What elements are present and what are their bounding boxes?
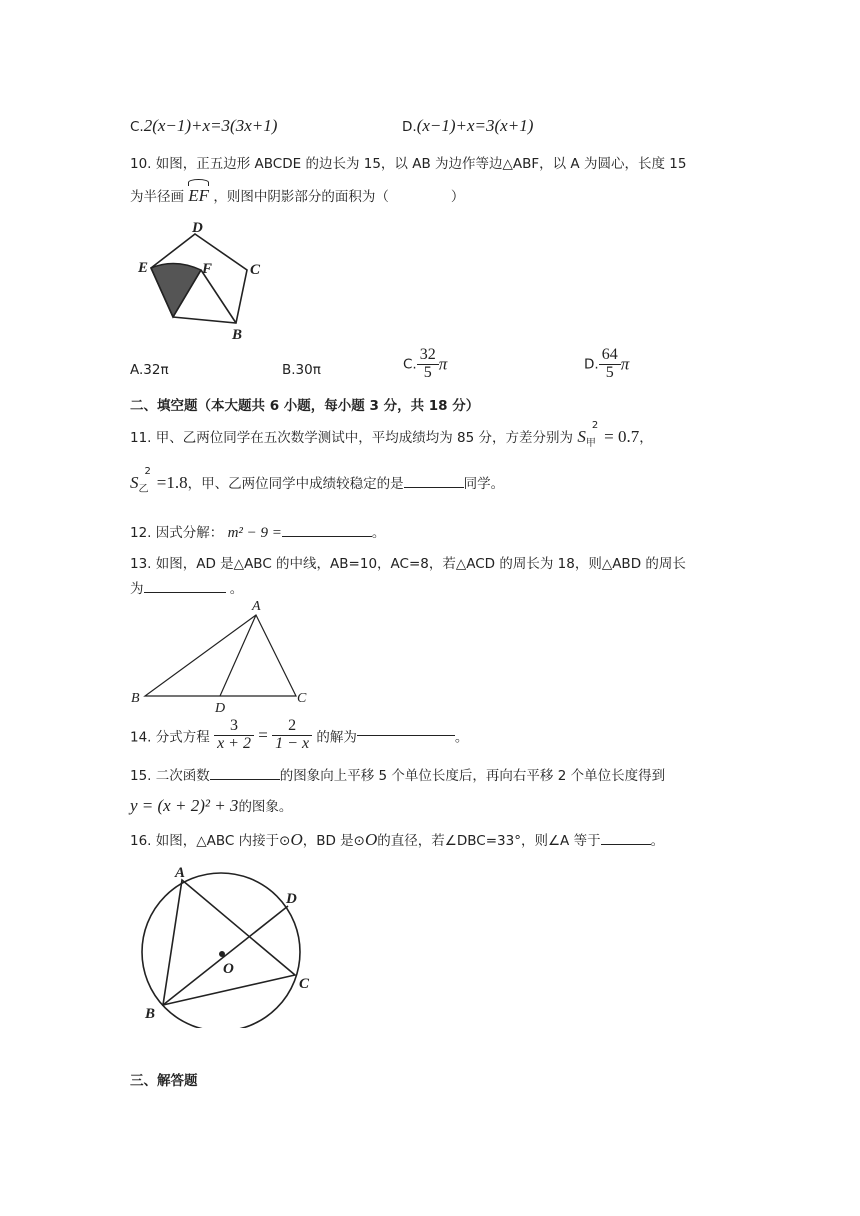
q16-label-c: C	[299, 976, 310, 992]
q16-circle-figure	[135, 858, 325, 1028]
q10-line2-pre: 为半径画	[130, 189, 184, 205]
q13-label-d: D	[215, 701, 226, 716]
q13-label-c: C	[297, 691, 307, 706]
q10-line2	[130, 185, 464, 206]
q15-line2: y = (x + 2)² + 3的图象。	[130, 796, 293, 815]
q14-answer-blank	[357, 734, 455, 736]
q10-option-b: B.30π	[282, 362, 321, 378]
q9-option-d	[402, 116, 533, 136]
q11-s-yi: S	[130, 473, 139, 492]
q13-median-ad	[220, 615, 256, 696]
q10-option-c: C. $\frac{32}{5}$ π	[403, 346, 448, 381]
q13-line1: 13. 如图，AD 是△ABC 的中线，AB=10，AC=8，若△ACD 的周长为 18，则△ABD 的周长	[130, 556, 686, 572]
q16-label-d: D	[286, 891, 297, 907]
q10-option-d: D. $\frac{64}{5}$ π	[584, 346, 630, 381]
q16-center-dot	[219, 951, 225, 957]
q14-right-fraction: $\frac{2}{1 - x}$	[272, 718, 312, 753]
q10-line2-post: ，则图中阴影部分的面积为（	[213, 189, 389, 205]
q16-answer-blank	[601, 843, 651, 845]
q11-line2: S 2 乙 =1.8，甲、乙两位同学中成绩较稳定的是 同学。	[130, 466, 505, 495]
q10-label-f: F	[202, 261, 213, 277]
q14-left-fraction: $\frac{3}{x + 2}$	[214, 718, 254, 753]
q11-val-yi: =1.8	[156, 473, 188, 492]
q14-line: 14. 分式方程 $\frac{3}{x + 2}$ = $\frac{2}{1 - x}$ 的解为 。	[130, 717, 469, 752]
q10-arc-ef: EF	[188, 186, 209, 206]
q13-triangle-figure	[128, 598, 318, 716]
q10-line2-end: ）	[450, 189, 465, 205]
q9-option-c	[130, 116, 277, 136]
q10-line1: 10. 如图，正五边形 ABCDE 的边长为 15，以 AB 为边作等边△ABF，以 A 为圆心，长度 15	[130, 156, 687, 172]
q9-option-d-label: D.	[402, 119, 417, 135]
section3-title: 三、解答题	[130, 1073, 198, 1089]
q13-triangle	[145, 615, 296, 696]
q16-label-b: B	[145, 1006, 156, 1022]
q12-answer-blank	[282, 535, 372, 537]
q9-option-c-expr: 2(x−1)+x=3(3x+1)	[143, 116, 278, 135]
q12-line: 12. 因式分解： m² − 9 = 。	[130, 525, 386, 541]
q15-answer-blank	[210, 778, 280, 780]
q10-label-d: D	[192, 220, 203, 236]
q13-line2: 为 。	[130, 581, 244, 597]
q11-answer-blank	[404, 486, 464, 488]
q11-s-jia: S	[577, 427, 586, 446]
q15-expr: y = (x + 2)² + 3	[130, 796, 239, 815]
q10-shaded-sector	[151, 263, 201, 317]
q11-val-jia: = 0.7	[604, 427, 640, 446]
q13-label-a: A	[252, 599, 261, 614]
q10-line-fb	[201, 270, 236, 323]
section2-title: 二、填空题（本大题共 6 小题，每小题 3 分，共 18 分）	[130, 398, 480, 414]
q9-option-c-label: C.	[130, 119, 144, 135]
q10-label-b: B	[232, 327, 243, 343]
q10-label-e: E	[138, 260, 149, 276]
q11-line1: 11. 甲、乙两位同学在五次数学测试中，平均成绩均为 85 分，方差分别为 S 2 甲 = 0.7，	[130, 420, 653, 449]
q10-option-d-fraction: $\frac{64}{5}$	[599, 347, 621, 382]
q13-label-b: B	[131, 691, 140, 706]
q16-triangle-abc	[163, 880, 295, 1005]
q10-option-c-fraction: $\frac{32}{5}$	[417, 347, 439, 382]
q10-option-a: A.32π	[130, 362, 169, 378]
q13-answer-blank	[144, 591, 226, 593]
q10-pentagon-figure	[130, 218, 280, 346]
q16-label-o: O	[223, 961, 234, 977]
q10-label-c: C	[250, 262, 261, 278]
q9-option-d-expr: (x−1)+x=3(x+1)	[416, 116, 534, 135]
q15-line1: 15. 二次函数 的图象向上平移 5 个单位长度后，再向右平移 2 个单位长度得到	[130, 768, 666, 784]
q12-expr: m² − 9 =	[227, 525, 282, 541]
q16-line: 16. 如图，△ABC 内接于⊙O，BD 是⊙O的直径，若∠DBC=33°，则∠A 等于 。	[130, 830, 665, 849]
q16-label-a: A	[175, 865, 186, 881]
